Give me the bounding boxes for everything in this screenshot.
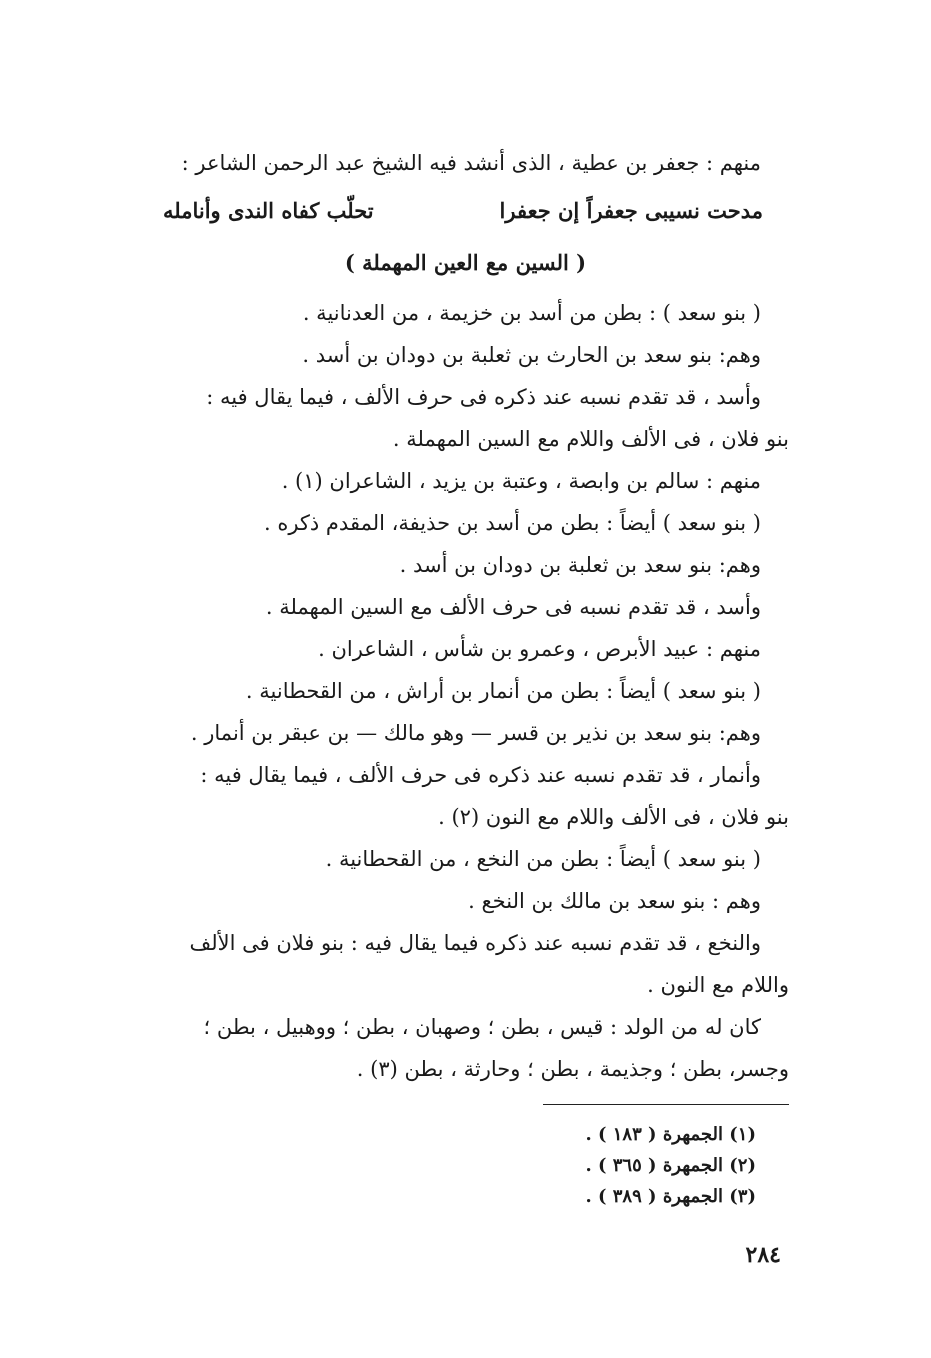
poetry-verse: [163, 196, 763, 226]
text-line: وأنمار ، قد تقدم نسبه عند ذكره فى حرف الألف ، فيما يقال فيه :: [200, 763, 761, 787]
verse-first-hemistich: مدحت نسيبى جعفراً إن جعفرا: [499, 198, 763, 223]
text-line: كان له من الولد : قيس ، بطن ؛ وصهبان ، بطن ؛ ووهبيل ، بطن ؛: [203, 1015, 761, 1039]
footnote-divider: [543, 1104, 789, 1105]
text-line: وأسد ، قد تقدم نسبه فى حرف الألف مع السين المهملة .: [265, 595, 761, 619]
text-line: وأسد ، قد تقدم نسبه عند ذكره فى حرف الألف ، فيما يقال فيه :: [206, 385, 761, 409]
text-line: وهم: بنو سعد بن نذير بن قسر — وهو مالك — بن عبقر بن أنمار .: [190, 721, 761, 745]
section-heading: ( السين مع العين المهملة ): [344, 250, 587, 275]
text-line: واللام مع النون .: [647, 973, 789, 997]
text-line-intro: منهم : جعفر بن عطية ، الذى أنشد فيه الشيخ عبد الرحمن الشاعر :: [181, 151, 761, 175]
text-line: بنو فلان ، فى الألف واللام مع النون (٢) .: [438, 805, 789, 829]
page-number: ٢٨٤: [745, 1242, 781, 1268]
text-line: بنو فلان ، فى الألف واللام مع السين المهملة .: [392, 427, 789, 451]
text-line: والنخع ، قد تقدم نسبه عند ذكره فيما يقال فيه : بنو فلان فى الألف: [189, 931, 761, 955]
text-line: وهم: بنو سعد بن الحارث بن ثعلبة بن دودان بن أسد .: [302, 343, 761, 367]
text-line: ( بنو سعد ) أيضاً : بطن من أنمار بن أراش ، من القحطانية .: [245, 679, 761, 703]
text-line: وهم : بنو سعد بن مالك بن النخع .: [468, 889, 761, 913]
text-line: منهم : سالم بن وابصة ، وعتبة بن يزيد ، الشاعران (١) .: [281, 469, 761, 493]
footnote-1: (١) الجمهرة ( ١٨٣ ) .: [585, 1124, 756, 1145]
text-line: وهم: بنو سعد بن ثعلبة بن دودان بن أسد .: [399, 553, 761, 577]
verse-second-hemistich: تحلّب كفاه الندى وأنامله: [163, 198, 374, 223]
text-line: ( بنو سعد ) أيضاً : بطن من أسد بن حذيفة، المقدم ذكره .: [263, 511, 761, 535]
text-line: وجسر، بطن ؛ وجذيمة ، بطن ؛ وحارثة ، بطن (٣) .: [356, 1057, 789, 1081]
text-line: منهم : عبيد الأبرص ، وعمرو بن شأس ، الشاعران .: [318, 637, 761, 661]
text-line: ( بنو سعد ) أيضاً : بطن من النخع ، من القحطانية .: [325, 847, 761, 871]
footnote-2: (٢) الجمهرة ( ٣٦٥ ) .: [585, 1155, 756, 1176]
text-line: ( بنو سعد ) : بطن من أسد بن خزيمة ، من العدنانية .: [302, 301, 761, 325]
footnote-3: (٣) الجمهرة ( ٣٨٩ ) .: [585, 1186, 756, 1207]
